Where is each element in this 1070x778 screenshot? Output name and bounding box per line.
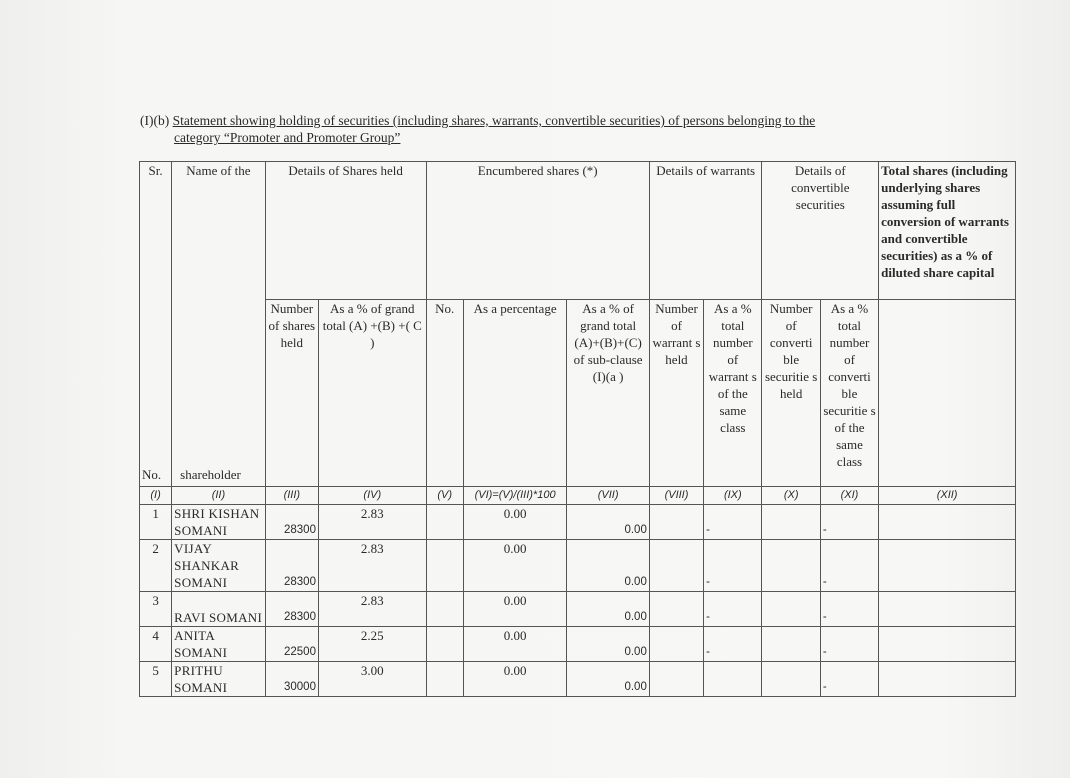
total-diluted xyxy=(879,627,1016,662)
name-line: SOMANI xyxy=(174,645,228,660)
col-num: (III) xyxy=(265,487,318,505)
pct-grand-total: 2.25 xyxy=(318,627,426,662)
name-line: VIJAY xyxy=(174,541,213,556)
holding-table xyxy=(139,161,1016,697)
shareholder-name xyxy=(172,505,266,540)
pct-warrants xyxy=(704,662,762,697)
encumbered-header: Encumbered shares (*) xyxy=(426,162,649,300)
group-header-row xyxy=(140,162,1016,300)
col-num: (VII) xyxy=(567,487,649,505)
encumbered-no xyxy=(426,627,463,662)
sr-no: 1 xyxy=(140,505,172,540)
pct-sub-clause: 0.00 xyxy=(567,540,649,592)
pct-convertible: - xyxy=(820,505,878,540)
pct-sub-clause: 0.00 xyxy=(567,592,649,627)
sr-header-top: Sr. xyxy=(148,163,163,178)
shares-held: 30000 xyxy=(265,662,318,697)
convertible-held xyxy=(762,662,820,697)
pct-grand-subclause-header: As a % of grand total (A)+(B)+(C) of sub-clause (I)(a ) xyxy=(567,300,649,487)
convertible-held xyxy=(762,540,820,592)
pct-grand-header: As a % of grand total (A) +(B) +( C ) xyxy=(318,300,426,487)
pct-sub-clause: 0.00 xyxy=(567,662,649,697)
shareholder-name xyxy=(172,627,266,662)
name-line: SHANKAR xyxy=(174,558,240,573)
warrants-held xyxy=(649,662,703,697)
sr-no: 3 xyxy=(140,592,172,627)
warrants-held xyxy=(649,627,703,662)
col-num: (XII) xyxy=(879,487,1016,505)
statement-heading xyxy=(140,112,900,146)
convertible-held xyxy=(762,592,820,627)
name-line: PRITHU xyxy=(174,663,223,678)
encumbered-no xyxy=(426,505,463,540)
sr-header-bottom: No. xyxy=(142,467,162,482)
col-num: (IV) xyxy=(318,487,426,505)
total-header: Total shares (including underlying shares assuming full conversion of warrants and convertible securities) as a % of diluted share capital xyxy=(879,162,1016,300)
sr-no: 4 xyxy=(140,627,172,662)
total-diluted xyxy=(879,540,1016,592)
as-percentage: 0.00 xyxy=(463,592,567,627)
shares-held: 28300 xyxy=(265,540,318,592)
col-num: (VIII) xyxy=(649,487,703,505)
heading-line-2: category “Promoter and Promoter Group” xyxy=(174,130,401,145)
warrants-held xyxy=(649,505,703,540)
name-line: SOMANI xyxy=(174,575,228,590)
encumbered-no xyxy=(426,540,463,592)
encumbered-no xyxy=(426,662,463,697)
name-line: ANITA xyxy=(174,628,216,643)
shareholder-name xyxy=(172,592,266,627)
total-diluted xyxy=(879,505,1016,540)
pct-grand-total: 2.83 xyxy=(318,505,426,540)
pct-convertible: - xyxy=(820,540,878,592)
pct-warrants: - xyxy=(704,505,762,540)
shares-held: 28300 xyxy=(265,505,318,540)
as-percentage: 0.00 xyxy=(463,627,567,662)
col-num: (XI) xyxy=(820,487,878,505)
pct-grand-total: 3.00 xyxy=(318,662,426,697)
warrants-held xyxy=(649,592,703,627)
shares-held: 28300 xyxy=(265,592,318,627)
pct-sub-clause: 0.00 xyxy=(567,627,649,662)
num-shares-header: Number of shares held xyxy=(265,300,318,487)
name-header-bottom: shareholder xyxy=(180,467,241,482)
col-num: (X) xyxy=(762,487,820,505)
convertible-header: Details of convertible securities xyxy=(762,162,879,300)
heading-line-1: Statement showing holding of securities (including shares, warrants, convertible securities) of persons belonging to the xyxy=(172,113,816,128)
sr-header xyxy=(140,162,172,487)
warrants-header: Details of warrants xyxy=(649,162,762,300)
encumbered-no xyxy=(426,592,463,627)
name-line xyxy=(174,592,263,609)
pct-convertible-header: As a % total number of converti ble securitie s of the same class xyxy=(820,300,878,487)
total-diluted xyxy=(879,662,1016,697)
table-row xyxy=(140,627,1016,662)
table-row xyxy=(140,662,1016,697)
col-num: (V) xyxy=(426,487,463,505)
pct-warrants: - xyxy=(704,592,762,627)
name-line: SOMANI xyxy=(174,523,228,538)
col-num: (VI)=(V)/(III)*100 xyxy=(463,487,567,505)
sr-no: 5 xyxy=(140,662,172,697)
as-percentage-header: As a percentage xyxy=(463,300,567,487)
table-row xyxy=(140,592,1016,627)
convertible-held xyxy=(762,627,820,662)
pct-convertible: - xyxy=(820,592,878,627)
num-warrants-header: Number of warrant s held xyxy=(649,300,703,487)
shareholder-name xyxy=(172,540,266,592)
as-percentage: 0.00 xyxy=(463,540,567,592)
shares-held: 22500 xyxy=(265,627,318,662)
convertible-held xyxy=(762,505,820,540)
column-number-row xyxy=(140,487,1016,505)
col-num: (IX) xyxy=(704,487,762,505)
pct-grand-total: 2.83 xyxy=(318,592,426,627)
pct-warrants: - xyxy=(704,540,762,592)
table-row xyxy=(140,505,1016,540)
as-percentage: 0.00 xyxy=(463,662,567,697)
num-convertible-header: Number of converti ble securitie s held xyxy=(762,300,820,487)
total-diluted xyxy=(879,592,1016,627)
as-percentage: 0.00 xyxy=(463,505,567,540)
name-line: SOMANI xyxy=(174,680,228,695)
sub-header-row xyxy=(140,300,1016,487)
encumbered-no-header: No. xyxy=(426,300,463,487)
sr-no: 2 xyxy=(140,540,172,592)
shares-held-header: Details of Shares held xyxy=(265,162,426,300)
pct-warrants-header: As a % total number of warrant s of the same class xyxy=(704,300,762,487)
name-header xyxy=(172,162,266,487)
col-num: (II) xyxy=(172,487,266,505)
warrants-held xyxy=(649,540,703,592)
pct-convertible: - xyxy=(820,662,878,697)
pct-convertible: - xyxy=(820,627,878,662)
shareholder-name xyxy=(172,662,266,697)
name-line: RAVI SOMANI xyxy=(174,610,263,625)
name-line: SHRI KISHAN xyxy=(174,506,260,521)
heading-prefix: (I)(b) xyxy=(140,113,173,128)
name-header-top: Name of the xyxy=(186,163,251,178)
pct-sub-clause: 0.00 xyxy=(567,505,649,540)
pct-grand-total: 2.83 xyxy=(318,540,426,592)
table-row xyxy=(140,540,1016,592)
total-subheader-blank xyxy=(879,300,1016,487)
col-num: (I) xyxy=(140,487,172,505)
pct-warrants: - xyxy=(704,627,762,662)
